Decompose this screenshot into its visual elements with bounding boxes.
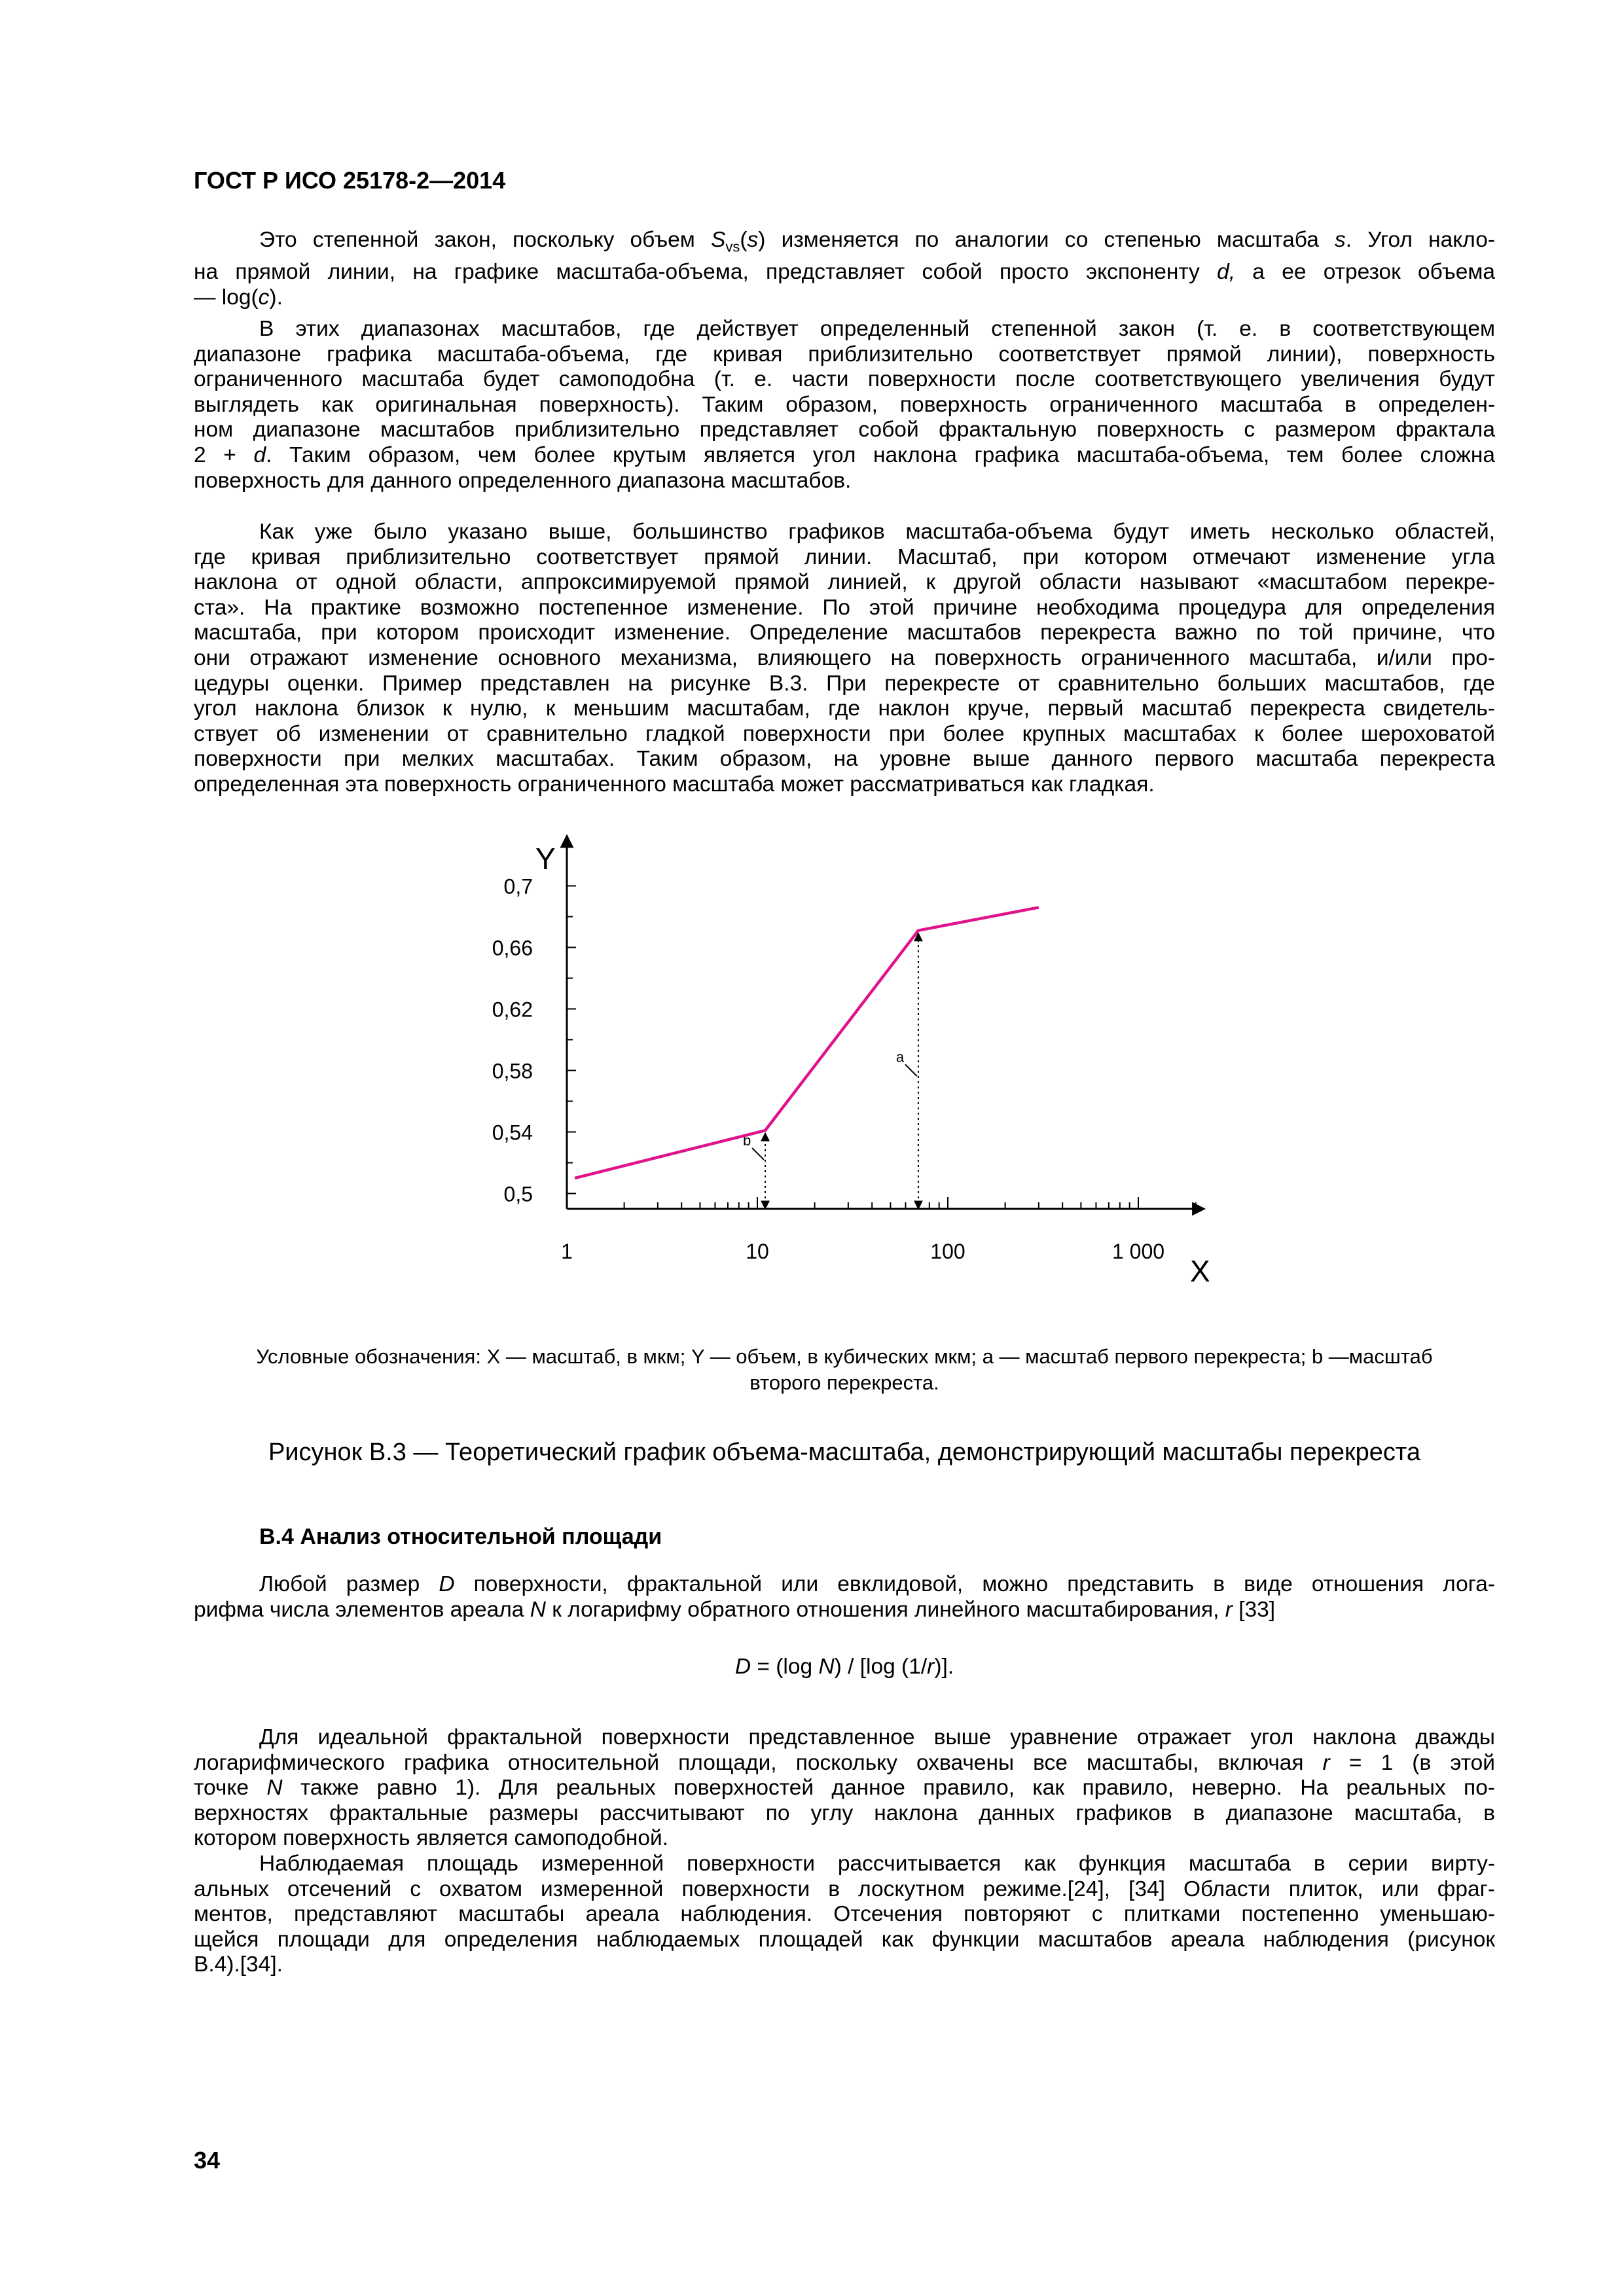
legend-line: Условные обозначения: X — масштаб, в мкм; Y — объем, в кубических мкм; a — масштаб первого перекреста; b —масштаб [256,1345,1433,1368]
paragraph-power-law [194,228,1495,310]
y-axis-label: Y [535,842,556,876]
paragraph-self-similarity [194,317,1495,493]
paragraph-dimension [194,1572,1495,1623]
text-line: поверхность для данного определенного диапазона масштабов. [194,468,852,493]
text-line: альных отсечений с охватом измеренной поверхности в лоскутном режиме.[24], [34] Области плиток, или фраг- [194,1876,1495,1901]
y-tick-label: 0,62 [492,997,533,1022]
x-tick-label: 1 000 [1111,1240,1165,1263]
volume-scale-chart [0,818,1624,1316]
text-line: они отражают изменение основного механизма, влияющего на поверхность ограниченного масштаба, и/или про- [194,645,1495,670]
annotation-label-b: b [743,1132,751,1149]
x-tick-label: 1 [561,1240,573,1263]
x-tick-label: 10 [746,1240,769,1263]
x-tick-label: 100 [930,1240,965,1263]
text-line: 2 + d. Таким образом, чем более крутым является угол наклона графика масштаба-объема, тем более сложна [194,442,1496,467]
text-line: где кривая приблизительно соответствует прямой линии. Масштаб, при котором отмечают изменение угла [194,545,1495,569]
text-line: наклона от одной области, аппроксимируемой прямой линией, к другой области называют «масштабом перекре- [194,570,1495,595]
y-tick-label: 0,7 [503,874,533,899]
paragraph-observed-area [194,1852,1495,1978]
x-axis-label: X [1190,1254,1210,1288]
formula: D = (log N) / [log (1/r)]. [734,1655,954,1679]
text-line: диапазоне графика масштаба-объема, где кривая приблизительно соответствует прямой линии), поверхность [194,342,1495,367]
text-line: Наблюдаемая площадь измеренной поверхности рассчитывается как функция масштаба в серии вирту- [259,1852,1495,1876]
leader-line-b [752,1148,764,1160]
y-tick-label: 0,66 [492,936,533,960]
text-line: масштаба, при котором происходит изменение. Определение масштабов перекреста важно по той причине, что [194,620,1495,645]
text-line: Любой размер D поверхности, фрактальной или евклидовой, можно представить в виде отношения лога- [259,1572,1495,1596]
text-line: рифма числа элементов ареала N к логарифму обратного отношения линейного масштабирования, r [33] [194,1597,1276,1622]
text-line: Как уже было указано выше, большинство графиков масштаба-объема будут иметь несколько областей, [259,520,1495,544]
figure-caption: Рисунок В.3 — Теоретический график объема-масштаба, демонстрирующий масштабы перекреста [268,1439,1421,1466]
text-line: логарифмического графика относительной площади, поскольку охвачены все масштабы, включая r = 1 (в этой [194,1750,1496,1775]
text-line: поверхности при мелких масштабах. Таким образом, на уровне выше данного первого масштаба перекреста [194,747,1495,772]
text-line: ствует об изменении от сравнительно гладкой поверхности при более крупных масштабах к более шероховатой [194,721,1495,746]
text-line: выглядеть как оригинальная поверхность). Таким образом, поверхность ограниченного масштаба в определен- [194,392,1495,417]
text-line: верхностях фрактальные размеры рассчитывают по углу наклона данных графиков в диапазоне масштаба, в [194,1801,1495,1825]
text-line: котором поверхность является самоподобной. [194,1826,669,1851]
text-line: В.4).[34]. [194,1952,283,1977]
text-line: — log(c). [194,285,283,310]
paragraph-crossover [194,520,1495,798]
y-tick-label: 0,5 [503,1182,533,1206]
text-line: ментов, представляют масштабы ареала наблюдения. Отсечения повторяют с плитками постепенно уменьшаю- [194,1902,1495,1927]
text-line: Это степенной закон, поскольку объем $S_{vs}(s)$ изменяется по аналогии со степенью масштаба s. Угол накло- [259,228,1496,255]
text-line: угол наклона близок к нулю, к меньшим масштабам, где наклон круче, первый масштаб перекреста свидетель- [194,696,1495,721]
page-number: 34 [194,2147,221,2174]
text-line: на прямой линии, на графике масштаба-объема, представляет собой просто экспоненту d, а ее отрезок объема [194,260,1495,285]
section-heading: В.4 Анализ относительной площади [259,1524,662,1549]
text-line: ста». На практике возможно постепенное изменение. По этой причине необходима процедура для определения [194,595,1495,620]
document-header: ГОСТ Р ИСО 25178-2—2014 [194,167,506,194]
text-line: определенная эта поверхность ограниченного масштаба может рассматриваться как гладкая. [194,772,1155,797]
text-line: В этих диапазонах масштабов, где действует определенный степенной закон (т. е. в соответствующем [259,317,1495,341]
figure-legend [194,1344,1495,1396]
annotation-label-a: a [895,1049,905,1066]
text-line: точке N также равно 1). Для реальных поверхностей данное правило, как правило, неверно. На реальных по- [194,1776,1495,1801]
paragraph-ideal-fractal [194,1725,1495,1852]
text-line: ограниченного масштаба будет самоподобна (т. е. части поверхности после соответствующего увеличения будут [194,367,1495,392]
text-line: щейся площади для определения наблюдаемых площадей как функции масштабов ареала наблюдения (рисунок [194,1927,1495,1952]
series-line [575,907,1039,1178]
y-tick-label: 0,54 [492,1121,533,1145]
text-line: цедуры оценки. Пример представлен на рисунке В.3. При перекресте от сравнительно больших масштабов, где [194,671,1495,696]
y-tick-label: 0,58 [492,1059,533,1083]
text-line: ном диапазоне масштабов приблизительно представляет собой фрактальную поверхность с размером фрактала [194,418,1495,442]
leader-line-a [905,1064,917,1076]
legend-line: второго перекреста. [749,1371,939,1394]
text-line: Для идеальной фрактальной поверхности представленное выше уравнение отражает угол наклона дважды [259,1725,1495,1749]
